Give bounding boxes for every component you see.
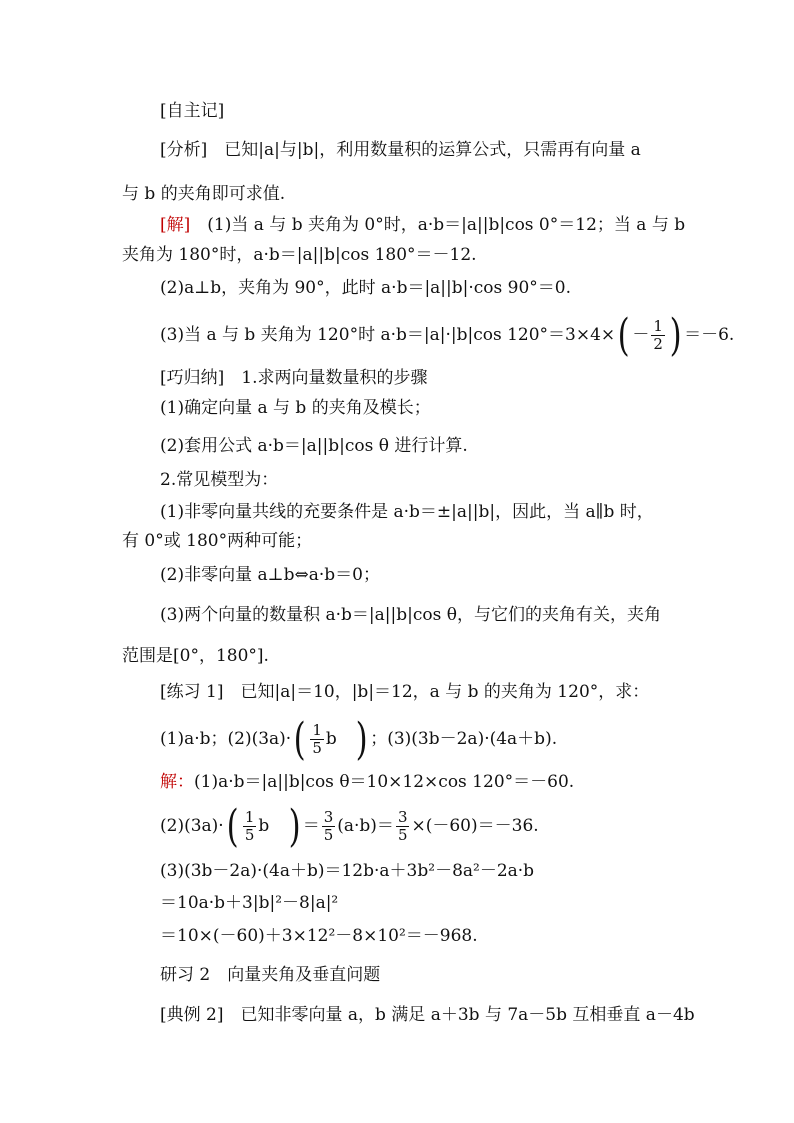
fraction-one-fifth bbox=[243, 809, 257, 844]
analysis-tag: [分析] bbox=[160, 140, 208, 160]
fraction-three-fifths bbox=[396, 809, 410, 844]
answer-line-2-part-a: (2)(3a)· bbox=[160, 816, 224, 836]
fraction-numerator: 3 bbox=[397, 808, 408, 826]
summary-step-2: (2)套用公式 a·b＝|a||b|cos θ 进行计算. bbox=[160, 436, 468, 456]
exercise-1-prompt: [练习 1] 已知|a|＝10，|b|＝12，a 与 b 的夹角为 120°，求： bbox=[160, 682, 650, 702]
equals-sign: ＝ bbox=[302, 816, 320, 836]
analysis-line-2: 与 b 的夹角即可求值. bbox=[122, 184, 286, 204]
answer-line-3: (3)(3b－2a)·(4a＋b)＝12b·a＋3b²－8a²－2a·b bbox=[160, 861, 535, 881]
answer-line-2 bbox=[160, 800, 539, 852]
analysis-line-1 bbox=[160, 139, 641, 161]
answer-line-2-part-d: (a·b)＝ bbox=[337, 816, 394, 836]
summary-step-1: (1)确定向量 a 与 b 的夹角及模长； bbox=[160, 398, 431, 418]
fraction-one-fifth bbox=[310, 722, 324, 757]
heading-self-note: [自主记] bbox=[160, 101, 225, 121]
vector-b: b bbox=[258, 816, 270, 836]
right-paren: ) bbox=[669, 309, 682, 361]
right-paren: ) bbox=[355, 713, 368, 765]
answer-line-2-part-e: ×(－60)＝－36. bbox=[411, 816, 539, 836]
right-paren: ) bbox=[288, 800, 301, 852]
solution-line-3: (2)a⊥b，夹角为 90°，此时 a·b＝|a||b|·cos 90°＝0. bbox=[160, 278, 572, 298]
answer-line-5: ＝10×(－60)＋3×12²－8×10²＝－968. bbox=[160, 926, 478, 946]
model-3-line-2: 范围是[0°，180°]. bbox=[122, 646, 269, 666]
analysis-text: 已知|a|与|b|，利用数量积的运算公式，只需再有向量 a bbox=[207, 140, 641, 160]
solution-line-4-part-a: (3)当 a 与 b 夹角为 120°时 a·b＝|a|·|b|cos 120°＝3×4× bbox=[160, 325, 616, 345]
exercise-1-part-c: ；(3)(3b－2a)·(4a＋b). bbox=[370, 729, 558, 749]
solution-line-4 bbox=[160, 309, 735, 361]
fraction-numerator: 3 bbox=[323, 808, 334, 826]
model-1-line-1: (1)非零向量共线的充要条件是 a·b＝±|a||b|，因此，当 a∥b 时， bbox=[160, 502, 654, 522]
summary-models-heading: 2.常见模型为： bbox=[160, 470, 279, 490]
left-paren: ( bbox=[617, 309, 630, 361]
answer-tag: 解： bbox=[160, 772, 194, 792]
answer-line-4: ＝10a·b＋3|b|²－8|a|² bbox=[160, 893, 339, 913]
fraction-one-half bbox=[651, 318, 665, 353]
solution-line-1 bbox=[160, 214, 685, 236]
minus-sign: － bbox=[632, 325, 650, 345]
answer-text: (1)a·b＝|a||b|cos θ＝10×12×cos 120°＝－60. bbox=[194, 772, 575, 792]
solution-tag: [解] bbox=[160, 215, 191, 235]
fraction-denominator: 5 bbox=[397, 826, 408, 844]
model-3-line-1: (3)两个向量的数量积 a·b＝|a||b|cos θ，与它们的夹角有关，夹角 bbox=[160, 605, 661, 625]
left-paren: ( bbox=[293, 713, 306, 765]
solution-line-4-part-b: ＝－6. bbox=[684, 325, 735, 345]
exercise-1-part-a: (1)a·b；(2)(3a)· bbox=[160, 729, 292, 749]
fraction-numerator: 1 bbox=[312, 721, 322, 739]
model-2: (2)非零向量 a⊥b⇔a·b＝0； bbox=[160, 565, 380, 585]
example-2-line: [典例 2] 已知非零向量 a，b 满足 a＋3b 与 7a－5b 互相垂直 a－4b bbox=[160, 1005, 695, 1025]
fraction-denominator: 5 bbox=[244, 826, 255, 844]
fraction-numerator: 1 bbox=[244, 808, 255, 826]
fraction-numerator: 1 bbox=[653, 317, 663, 335]
solution-line-2: 夹角为 180°时，a·b＝|a||b|cos 180°＝－12. bbox=[122, 245, 477, 265]
vector-b: b bbox=[325, 729, 337, 749]
fraction-denominator: 5 bbox=[312, 739, 322, 757]
fraction-denominator: 2 bbox=[653, 335, 663, 353]
model-1-line-2: 有 0°或 180°两种可能； bbox=[122, 531, 313, 551]
answer-line-1 bbox=[160, 771, 574, 793]
exercise-1-parts bbox=[160, 713, 558, 765]
section-heading-study-2: 研习 2 向量夹角及垂直问题 bbox=[160, 965, 381, 985]
fraction-denominator: 5 bbox=[323, 826, 334, 844]
fraction-three-fifths bbox=[322, 809, 336, 844]
left-paren: ( bbox=[226, 800, 239, 852]
summary-heading: [巧归纳] 1.求两向量数量积的步骤 bbox=[160, 368, 428, 388]
solution-text: (1)当 a 与 b 夹角为 0°时，a·b＝|a||b|cos 0°＝12；当 a 与 b bbox=[190, 215, 686, 235]
